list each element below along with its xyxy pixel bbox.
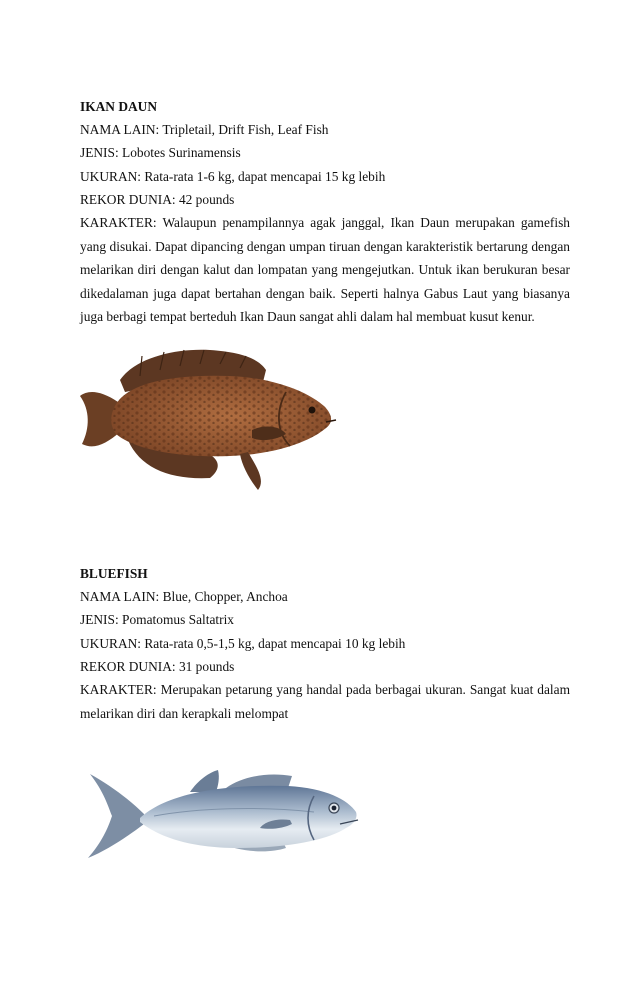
other-names: NAMA LAIN: Tripletail, Drift Fish, Leaf Fish: [80, 122, 329, 138]
fish-entry-ikan-daun: [80, 95, 580, 329]
species: JENIS: Lobotes Surinamensis: [80, 145, 241, 161]
bluefish-image: [78, 762, 360, 870]
character-description: KARAKTER: Merupakan petarung yang handal pada berbagai ukuran. Sangat kuat dalam melarikan diri dan kerapkali melompat: [80, 682, 570, 721]
species: JENIS: Pomatomus Saltatrix: [80, 612, 234, 628]
fish-title: BLUEFISH: [80, 566, 148, 581]
fish-entry-bluefish: [80, 562, 580, 725]
tripletail-fish-image: [80, 340, 340, 495]
size: UKURAN: Rata-rata 0,5-1,5 kg, dapat mencapai 10 kg lebih: [80, 635, 406, 651]
character-description: KARAKTER: Walaupun penampilannya agak janggal, Ikan Daun merupakan gamefish yang disukai. Dapat dipancing dengan umpan tiruan dengan karakteristik bertarung dengan melarikan diri dengan kalut dan lompatan yang mengejutkan. Untuk ikan berukuran besar dikedalaman juga dapat bertahan dengan baik. Seperti halnya Gabus Laut yang biasanya juga berbagi tempat berteduh Ikan Daun sangat ahli dalam hal membuat kusut kenur.: [80, 215, 570, 325]
world-record: REKOR DUNIA: 31 pounds: [80, 658, 235, 674]
fish-title: IKAN DAUN: [80, 99, 157, 114]
other-names: NAMA LAIN: Blue, Chopper, Anchoa: [80, 589, 288, 605]
size: UKURAN: Rata-rata 1-6 kg, dapat mencapai 15 kg lebih: [80, 168, 386, 184]
world-record: REKOR DUNIA: 42 pounds: [80, 191, 235, 207]
